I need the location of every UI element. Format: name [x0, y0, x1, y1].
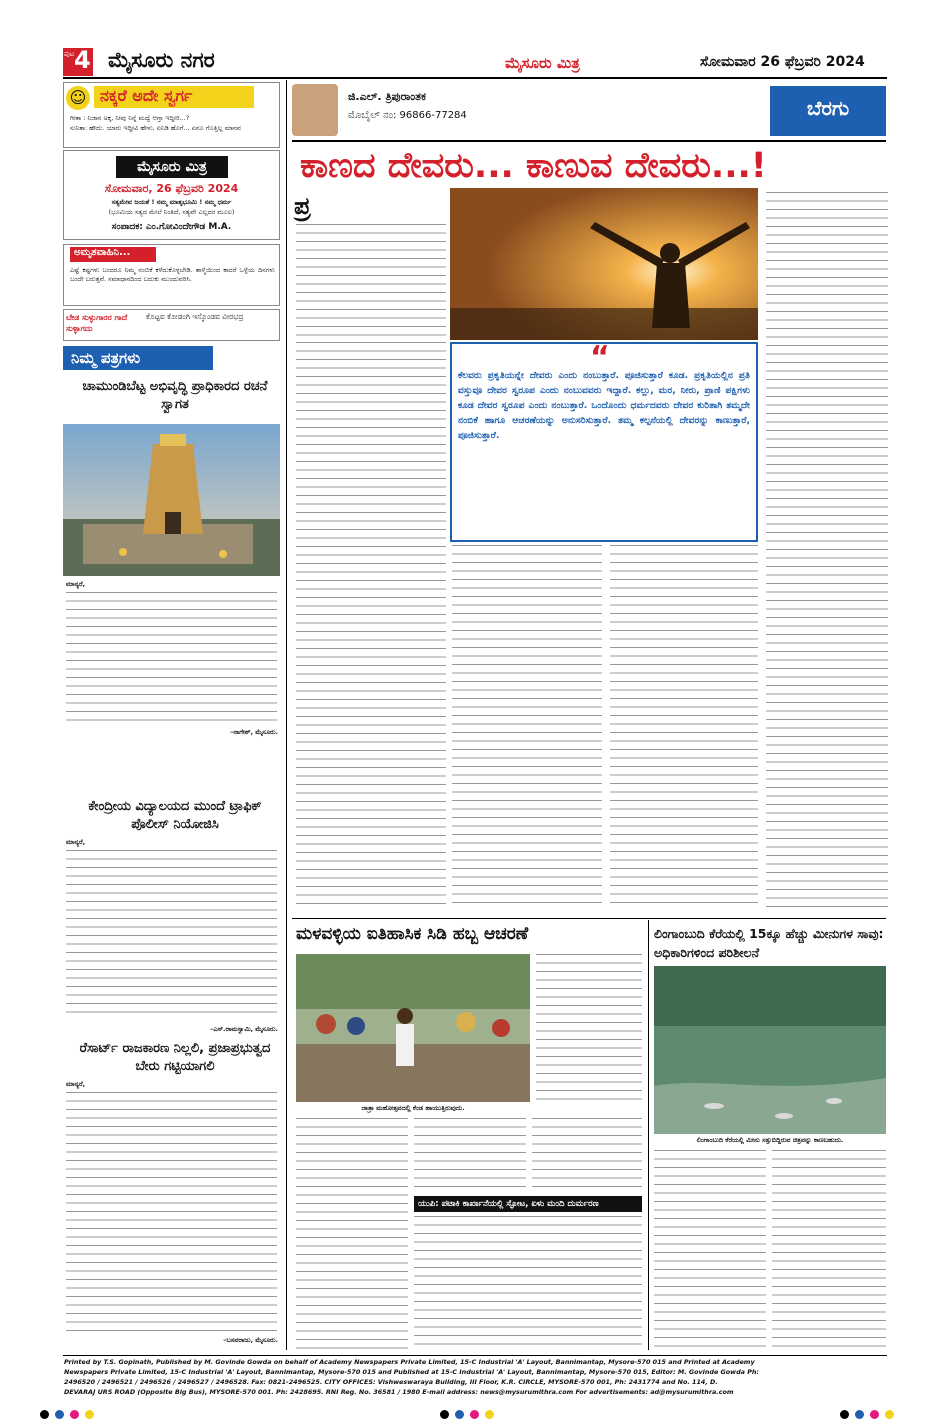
column-name: ಬೆರಗು: [806, 96, 850, 120]
festival-body-4: [532, 1118, 642, 1190]
editor-row: ಸಂಪಾದಕ: ಎಂ.ಗೋವಿಂದೇಗೌಡ M.A.: [111, 222, 232, 232]
proverb-left: ಬೇಡ ಸುಳ್ಳುಗಾರರ ಗಾದೆ ಸುಳ್ಳಾಗದು: [66, 313, 128, 333]
footer-line-2: Newspapers Private Limited, 15-C Industrial 'A' Layout, Bannimantap, Mysore-570 015 and Published at 15-C Industrial 'A' Layout, Bannimantap, Mysore-570 015, Editor: M. Govinde Gowda Ph:: [64, 1368, 759, 1376]
editor-name: ಎಂ.ಗೋವಿಂದೇಗೌಡ M.A.: [145, 222, 232, 232]
column-bottom-rule: [292, 918, 886, 919]
footer-line-3: 2496520 / 2496521 / 2496526 / 2496527 / 2496528. Fax: 0821-2496525. CITY OFFICES: Vishweswaraya Building, III Floor, K.R. CIRCLE, MYSORE-570 001, Ph: 2431774 and No. 114, D.: [64, 1378, 718, 1386]
page-label: ಪುಟ: [64, 50, 75, 58]
footer-line-4: DEVARAJ URS ROAD (Opposite Big Bus), MYSORE-570 001. Ph: 2428695. RNI Reg. No. 36581 / 1980 E-mail address: news@mysurumithra.com For advertisements: ad@mysurumithra.com: [64, 1388, 734, 1396]
festival-body-2: [296, 1118, 408, 1350]
sub-story-body: [414, 1216, 642, 1350]
festival-headline: ಮಳವಳ್ಳಿಯ ಐತಿಹಾಸಿಕ ಸಿಡಿ ಹಬ್ಬ ಆಚರಣೆ: [296, 924, 529, 944]
letter-1-title: ಚಾಮುಂಡಿಬೆಟ್ಟ ಅಭಿವೃದ್ಧಿ ಪ್ರಾಧಿಕಾರದ ರಚನೆ ಸ್ವಾಗತ: [82, 379, 268, 412]
sunset-photo: [450, 188, 758, 340]
column-body-c3: [610, 545, 758, 910]
humor-line-1: ಗೀತಾ : ನಿಜಾನ ಅಕ್ಕ, ನೀವು ನಿನ್ನೆ ಮದ್ವೆ ಆಗ್ತಾ ಇದ್ದೀರಿ...?: [70, 114, 190, 122]
header-date: ಸೋಮವಾರ 26 ಫೆಬ್ರವರಿ 2024: [700, 54, 865, 70]
footer-rule: [63, 1355, 887, 1356]
author-name: ಜಿ.ಎಲ್. ತ್ರಿಪುರಾಂತಕ: [348, 90, 426, 103]
letter-2-body: [66, 850, 277, 1020]
column-body-left: [296, 224, 446, 340]
quote-mark-icon: “: [590, 340, 610, 375]
letter-3-title: ರೆಸಾರ್ಟ್ ರಾಜಕಾರಣ ನಿಲ್ಲಲಿ, ಪ್ರಜಾಪ್ರಭುತ್ವದ ಬೇರು ಗಟ್ಟಿಯಾಗಲಿ: [79, 1041, 271, 1074]
letter-1-signature: –ನಾಗೇಶ್, ಮೈಸೂರು.: [230, 728, 278, 736]
letter-2-title: ಕೇಂದ್ರೀಯ ವಿದ್ಯಾಲಯದ ಮುಂದೆ ಟ್ರಾಫಿಕ್ ಪೊಲೀಸ್ ನಿಯೋಜಿಸಿ: [88, 799, 262, 832]
column-body-c2: [452, 545, 602, 910]
registration-dots-right: [840, 1404, 900, 1423]
quote-title: ಅಮೃತವಾಹಿನಿ...: [70, 247, 156, 262]
festival-caption: ಜಾತ್ರಾ ಮಹೋತ್ಸವದಲ್ಲಿ ಕೆಂಡ ಹಾಯುತ್ತಿರುವುದು.: [361, 1104, 465, 1112]
quote-text: ಎಷ್ಟೆ ಕಷ್ಟಗಳು ಬಂದರೂ ನಿಮ್ಮ ನಂಬಿಕೆ ಕಳೆದುಕೊಳ್ಳಬೇಡಿ. ತಾಳ್ಮೆಯಿಂದ ಕಾದರೆ ಒಳ್ಳೆಯ ದಿನಗಳು ಬಂದೇ ಬರುತ್ತವೆ. ಸಮಾಧಾನದಿಂದ ಬದುಕು ಮುಂದುವರಿಸಿ.: [70, 266, 275, 283]
humor-title: ನಕ್ಕರೆ ಅದೇ ಸ್ವರ್ಗ: [94, 86, 254, 108]
column-header-rule: [292, 140, 886, 142]
sub-story-headline: ಯುಪಿ: ಪಟಾಕಿ ಕಾರ್ಖಾನೆಯಲ್ಲಿ ಸ್ಫೋಟ, ಏಳು ಮಂದಿ ದುರ್ಮರಣ: [414, 1196, 642, 1212]
lake-photo: [654, 966, 886, 1134]
lake-body-1: [654, 1150, 766, 1350]
editor-label: ಸಂಪಾದಕ: [111, 222, 140, 232]
festival-photo: [296, 954, 530, 1102]
author-mobile: ಮೊಬೈಲ್ ನಂ: 96866-77284: [348, 110, 467, 121]
lake-body-2: [772, 1150, 886, 1350]
dropcap: ಪ್ರ: [294, 192, 311, 220]
page-number: 4: [74, 46, 91, 74]
masthead: ಮೈಸೂರು ಮಿತ್ರ: [505, 54, 580, 72]
paper-date: ಸೋಮವಾರ, 26 ಫೆಬ್ರವರಿ 2024: [104, 182, 239, 195]
letter-2-salutation: ಮಾನ್ಯರೆ,: [66, 838, 86, 846]
temple-photo: [63, 424, 280, 576]
column-headline: ಕಾಣದ ದೇವರು... ಕಾಣುವ ದೇವರು...!: [300, 146, 767, 186]
paper-name: ಮೈಸೂರು ಮಿತ್ರ: [116, 156, 228, 178]
proverb-right: ಕೊಟ್ಟವ ಕೋಡಂಗಿ ಇಸ್ಕೊಂಡವ ವೀರಭದ್ರ: [146, 312, 244, 321]
paper-motto-2: (ಭೂಮಿಯ ಸತ್ಯದ ಮೇಲೆ ನಿಂತಿದೆ, ಸತ್ಯವೇ ಎಲ್ಲದರ ಮೂಲ): [108, 208, 235, 216]
letter-3-salutation: ಮಾನ್ಯರೆ,: [66, 1080, 86, 1088]
festival-body-1: [536, 954, 642, 1102]
letter-1-salutation: ಮಾನ್ಯರೆ,: [66, 580, 86, 588]
registration-dots-center: [440, 1404, 500, 1423]
humor-line-2: ಸುನಿತಾ: ಹೌದು. ಯಾರು ಇದ್ದೀವಿ ಹೇಳು, ಏನಿಡಿ ಹೊಗೆ... ಏನೂ ಗೊತ್ತಿಲ್ಲ ಮಾನವ: [70, 124, 241, 132]
header-rule: [63, 77, 887, 79]
pull-quote-text: ಕೆಲವರು ಪ್ರಕೃತಿಯನ್ನೇ ದೇವರು ಎಂದು ನಂಬುತ್ತಾರೆ. ಪೂಜಿಸುತ್ತಾರೆ ಕೂಡ. ಪ್ರಕೃತಿಯಲ್ಲಿನ ಪ್ರತಿ ವಸ್ತುವೂ ದೇವರ ಸ್ವರೂಪ ಎಂದು ನಂಬುವವರು ಇದ್ದಾರೆ. ಕಲ್ಲು, ಮರ, ನೀರು, ಪ್ರಾಣಿ ಪಕ್ಷಿಗಳು ಕೂಡ ದೇವರ ಸ್ವರೂಪ ಎಂದು ನಂಬುತ್ತಾರೆ. ಒಂದೊಂದು ಧರ್ಮದವರು ದೇವರ ಕುರಿತಾಗಿ ತಮ್ಮದೇ ನಂಬಿಕೆ ಹಾಗೂ ಆಚರಣೆಯನ್ನು ಅನುಸರಿಸುತ್ತಾರೆ. ತಮ್ಮ ಕಲ್ಪನೆಯಲ್ಲಿ ದೇವರನ್ನು ಕಾಣುತ್ತಾರೆ, ಪೂಜಿಸುತ್ತಾರೆ.: [458, 370, 750, 441]
column-body-c4: [766, 192, 888, 910]
letter-3-signature: –ಬಸವರಾಜು, ಮೈಸೂರು.: [223, 1336, 278, 1344]
footer-line-1: Printed by T.S. Gopinath, Published by M. Govinde Gowda on behalf of Academy Newspapers Private Limited, 15-C Industrial 'A' Layout, Bannimantap, Mysore-570 015 and Printed at Academy: [64, 1358, 755, 1366]
column-divider: [286, 80, 287, 1350]
author-photo: [292, 84, 338, 136]
letters-banner: ನಿಮ್ಮ ಪತ್ರಗಳು: [63, 346, 213, 370]
lake-caption: ಲಿಂಗಾಂಬುದಿ ಕೆರೆಯಲ್ಲಿ ಮೀನು ಸತ್ತುಬಿದ್ದಿರುವ ಚಿತ್ರವನ್ನು ಕಾಣಬಹುದು.: [696, 1136, 844, 1144]
paper-motto-1: ಸತ್ಯಮೇವ ಜಯತೆ ! ನಮ್ಮ ಮಾತೃಭೂಮಿ ! ನಮ್ಮ ಧರ್ಮ: [111, 198, 232, 206]
letter-3-body: [66, 1092, 277, 1332]
section-name: ಮೈಸೂರು ನಗರ: [108, 48, 215, 72]
lake-divider: [648, 920, 649, 1350]
laugh-icon: ☺: [66, 86, 90, 110]
letter-1-body: [66, 592, 277, 724]
festival-body-3: [414, 1118, 526, 1190]
lake-headline: ಲಿಂಗಾಂಬುದಿ ಕೆರೆಯಲ್ಲಿ 15ಕ್ಕೂ ಹೆಚ್ಚು ಮೀನುಗಳ ಸಾವು: ಅಧಿಕಾರಿಗಳಿಂದ ಪರಿಶೀಲನೆ: [654, 926, 884, 960]
registration-dots-left: [40, 1404, 100, 1423]
letter-2-signature: –ಎಸ್.ರಾಮಸ್ವಾಮಿ, ಮೈಸೂರು.: [210, 1025, 278, 1033]
column-body-c1: [296, 342, 446, 910]
